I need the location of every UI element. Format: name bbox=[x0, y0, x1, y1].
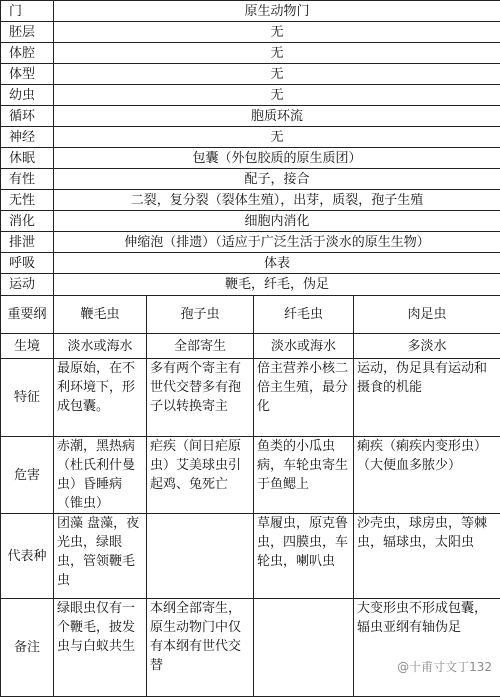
row-germ-layer bbox=[1, 22, 500, 43]
row-locomotion bbox=[1, 274, 500, 296]
row-respiration bbox=[1, 253, 500, 274]
table-cell: 本纲全部寄生，原生动物门中仅有本纲有世代交替 bbox=[147, 599, 254, 697]
row-label: 幼虫 bbox=[1, 85, 54, 106]
row-value: 鞭毛，纤毛，伪足 bbox=[54, 274, 500, 296]
row-label: 运动 bbox=[1, 274, 54, 296]
row-label: 休眠 bbox=[1, 148, 54, 169]
class-name: 肉足虫 bbox=[354, 296, 500, 334]
table-cell: 运动，伪足具有运动和摄食的机能 bbox=[354, 359, 500, 437]
row-excretion bbox=[1, 232, 500, 253]
row-body-type bbox=[1, 64, 500, 85]
row-label: 呼吸 bbox=[1, 253, 54, 274]
table-cell: 多有两个寄主有世代交替多有孢子以转换寄主 bbox=[147, 359, 254, 437]
row-value: 包囊（外包胶质的原生质团） bbox=[54, 148, 500, 169]
row-value: 无 bbox=[54, 127, 500, 148]
row-representative bbox=[1, 514, 500, 599]
row-value: 无 bbox=[54, 64, 500, 85]
row-value: 伸缩泡（排遗）（适应于广泛生活于淡水的原生生物） bbox=[54, 232, 500, 253]
row-value: 体表 bbox=[54, 253, 500, 274]
row-harm bbox=[1, 437, 500, 514]
table-cell: 最原始，在不利环境下，形成包囊。 bbox=[54, 359, 147, 437]
table-cell: 淡水或海水 bbox=[54, 334, 147, 359]
class-name: 鞭毛虫 bbox=[54, 296, 147, 334]
row-body-cavity bbox=[1, 43, 500, 64]
table-cell: 淡水或海水 bbox=[254, 334, 354, 359]
table-cell: 痢疾（痢疾内变形虫）（大便血多脓少） bbox=[354, 437, 500, 514]
row-value: 二裂，复分裂（裂体生殖），出芽，质裂，孢子生殖 bbox=[54, 190, 500, 211]
row-larva bbox=[1, 85, 500, 106]
table-cell bbox=[147, 514, 254, 599]
row-dormancy bbox=[1, 148, 500, 169]
class-name: 纤毛虫 bbox=[254, 296, 354, 334]
table-cell: 沙壳虫，球房虫，等棘虫，辐球虫，太阳虫 bbox=[354, 514, 500, 599]
table-cell: 全部寄生 bbox=[147, 334, 254, 359]
row-phylum bbox=[1, 1, 500, 22]
table-cell: 赤潮，黑热病（杜氏利什曼虫）昏睡病（锥虫） bbox=[54, 437, 147, 514]
table-cell: 团藻 盘藻，夜光虫，绿眼虫，管领鞭毛虫 bbox=[54, 514, 147, 599]
row-label: 体型 bbox=[1, 64, 54, 85]
row-value: 配子，接合 bbox=[54, 169, 500, 190]
row-label: 消化 bbox=[1, 211, 54, 232]
row-asexual bbox=[1, 190, 500, 211]
row-digestion bbox=[1, 211, 500, 232]
class-header-label: 重要纲 bbox=[1, 296, 54, 334]
table-cell: 草履虫，原克鲁虫，四膜虫，车轮虫，喇叭虫 bbox=[254, 514, 354, 599]
row-label: 循环 bbox=[1, 106, 54, 127]
table-cell: 多淡水 bbox=[354, 334, 500, 359]
row-value: 胞质环流 bbox=[54, 106, 500, 127]
row-value: 无 bbox=[54, 43, 500, 64]
table-cell bbox=[254, 599, 354, 697]
row-sexual bbox=[1, 169, 500, 190]
row-value: 原生动物门 bbox=[54, 1, 500, 22]
class-header-row bbox=[1, 296, 500, 334]
class-name: 孢子虫 bbox=[147, 296, 254, 334]
row-label: 无性 bbox=[1, 190, 54, 211]
row-habitat bbox=[1, 334, 500, 359]
row-label: 备注 bbox=[1, 599, 54, 697]
row-label: 门 bbox=[1, 1, 54, 22]
table-cell: 绿眼虫仅有一个鞭毛，披发虫与白蚁共生 bbox=[54, 599, 147, 697]
row-features bbox=[1, 359, 500, 437]
watermark: @十甫寸文丁132 bbox=[397, 658, 492, 675]
row-label: 代表种 bbox=[1, 514, 54, 599]
table-cell: 倍主营养小核二倍主生殖，最分化 bbox=[254, 359, 354, 437]
row-label: 危害 bbox=[1, 437, 54, 514]
row-label: 有性 bbox=[1, 169, 54, 190]
table-cell: 鱼类的小瓜虫病，车轮虫寄生于鱼鳃上 bbox=[254, 437, 354, 514]
row-label: 胚层 bbox=[1, 22, 54, 43]
row-label: 生境 bbox=[1, 334, 54, 359]
row-notes bbox=[1, 599, 500, 697]
row-value: 细胞内消化 bbox=[54, 211, 500, 232]
row-label: 特征 bbox=[1, 359, 54, 437]
table-cell: 大变形虫不形成包囊，辐虫亚纲有轴伪足 bbox=[354, 599, 500, 697]
row-label: 神经 bbox=[1, 127, 54, 148]
row-label: 排泄 bbox=[1, 232, 54, 253]
table-cell: 疟疾（间日疟原虫）艾美球虫引起鸡、兔死亡 bbox=[147, 437, 254, 514]
row-label: 体腔 bbox=[1, 43, 54, 64]
row-value: 无 bbox=[54, 22, 500, 43]
row-nerve bbox=[1, 127, 500, 148]
row-circulation bbox=[1, 106, 500, 127]
row-value: 无 bbox=[54, 85, 500, 106]
